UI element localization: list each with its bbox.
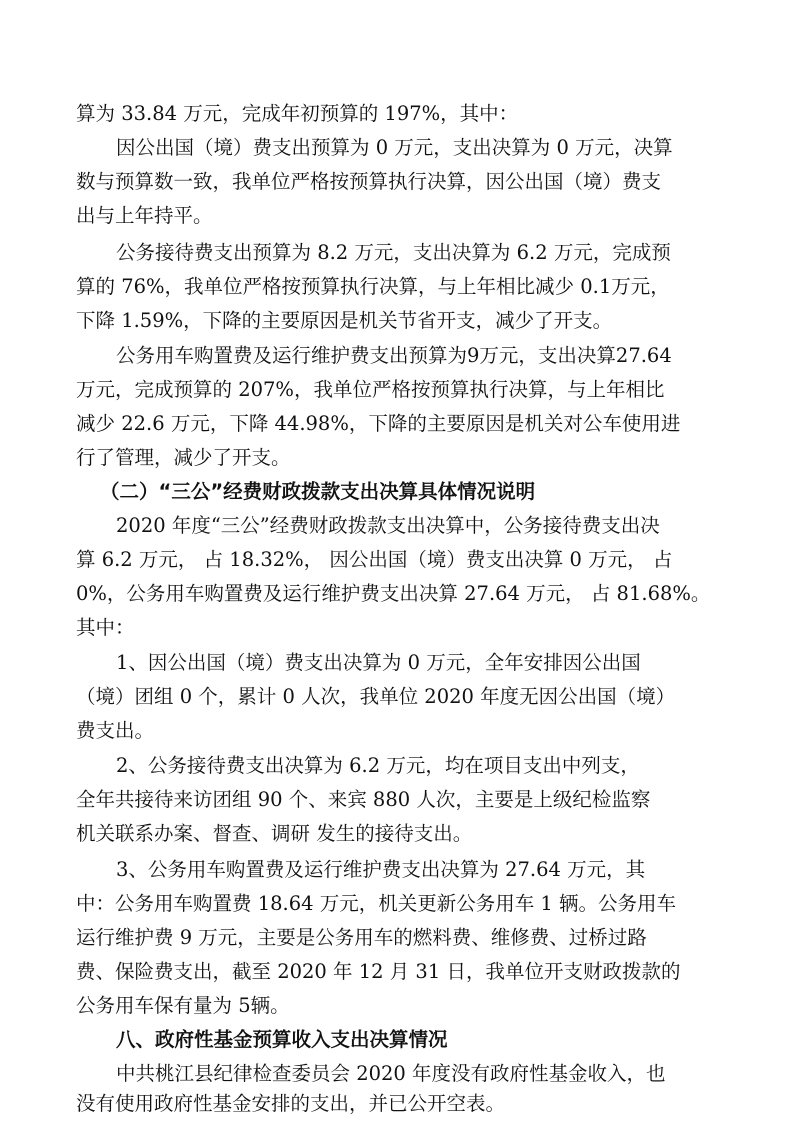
text-line: 1、因公出国（境）费支出决算为 0 万元，全年安排因公出国 <box>116 651 641 674</box>
text-line: 全年共接待来访团组 90 个、来宾 880 人次，主要是上级纪检监察 <box>76 788 651 811</box>
section-heading: （二）“三公”经费财政拨款支出决算具体情况说明 <box>100 480 536 503</box>
text-line: 万元，完成预算的 207%，我单位严格按预算执行决算，与上年相比 <box>76 378 665 401</box>
text-line: 下降 1.59%，下降的主要原因是机关节省开支，减少了开支。 <box>76 309 613 332</box>
text-line: 费、保险费支出，截至 2020 年 12 月 31 日，我单位开支财政拨款的 <box>76 960 681 983</box>
text-line: 算 6.2 万元， 占 18.32%， 因公出国（境）费支出决算 0 万元， 占 <box>76 548 673 571</box>
text-line: 费支出。 <box>76 719 155 742</box>
text-line: 其中： <box>76 616 135 639</box>
text-line: 运行维护费 9 万元，主要是公务用车的燃料费、维修费、过桥过路 <box>76 926 647 949</box>
text-line: 出与上年持平。 <box>76 204 213 227</box>
text-line: 2、公务接待费支出决算为 6.2 万元，均在项目支出中列支， <box>116 754 640 777</box>
text-line: 2020 年度“三公”经费财政拨款支出决算中，公务接待费支出决 <box>116 514 660 537</box>
text-line: 数与预算数一致，我单位严格按预算执行决算，因公出国（境）费支 <box>76 170 662 193</box>
text-line: 没有使用政府性基金安排的支出，并已公开空表。 <box>76 1092 506 1115</box>
section-heading: 八、政府性基金预算收入支出决算情况 <box>116 1028 448 1051</box>
text-line: 算为 33.84 万元，完成年初预算的 197%，其中： <box>76 102 519 125</box>
text-line: （境）团组 0 个，累计 0 人次，我单位 2020 年度无因公出国（境） <box>76 685 676 708</box>
text-line: 0%，公务用车购置费及运行维护费支出决算 27.64 万元， 占 81.68%。 <box>76 582 711 605</box>
text-line: 因公出国（境）费支出预算为 0 万元，支出决算为 0 万元，决算 <box>116 136 673 159</box>
text-line: 减少 22.6 万元，下降 44.98%，下降的主要原因是机关对公车使用进 <box>76 412 681 435</box>
text-line: 中：公务用车购置费 18.64 万元，机关更新公务用车 1 辆。公务用车 <box>76 892 677 915</box>
text-line: 算的 76%，我单位严格按预算执行决算，与上年相比减少 0.1万元， <box>76 275 670 298</box>
text-line: 公务用车购置费及运行维护费支出预算为9万元，支出决算27.64 <box>116 344 672 367</box>
text-line: 中共桃江县纪律检查委员会 2020 年度没有政府性基金收入，也 <box>116 1062 666 1085</box>
text-line: 机关联系办案、督查、调研 发生的接待支出。 <box>76 822 473 845</box>
text-line: 公务用车保有量为 5辆。 <box>76 994 290 1017</box>
text-line: 行了管理，减少了开支。 <box>76 446 291 469</box>
text-line: 公务接待费支出预算为 8.2 万元，支出决算为 6.2 万元，完成预 <box>116 241 671 264</box>
text-line: 3、公务用车购置费及运行维护费支出决算为 27.64 万元，其 <box>116 858 646 881</box>
